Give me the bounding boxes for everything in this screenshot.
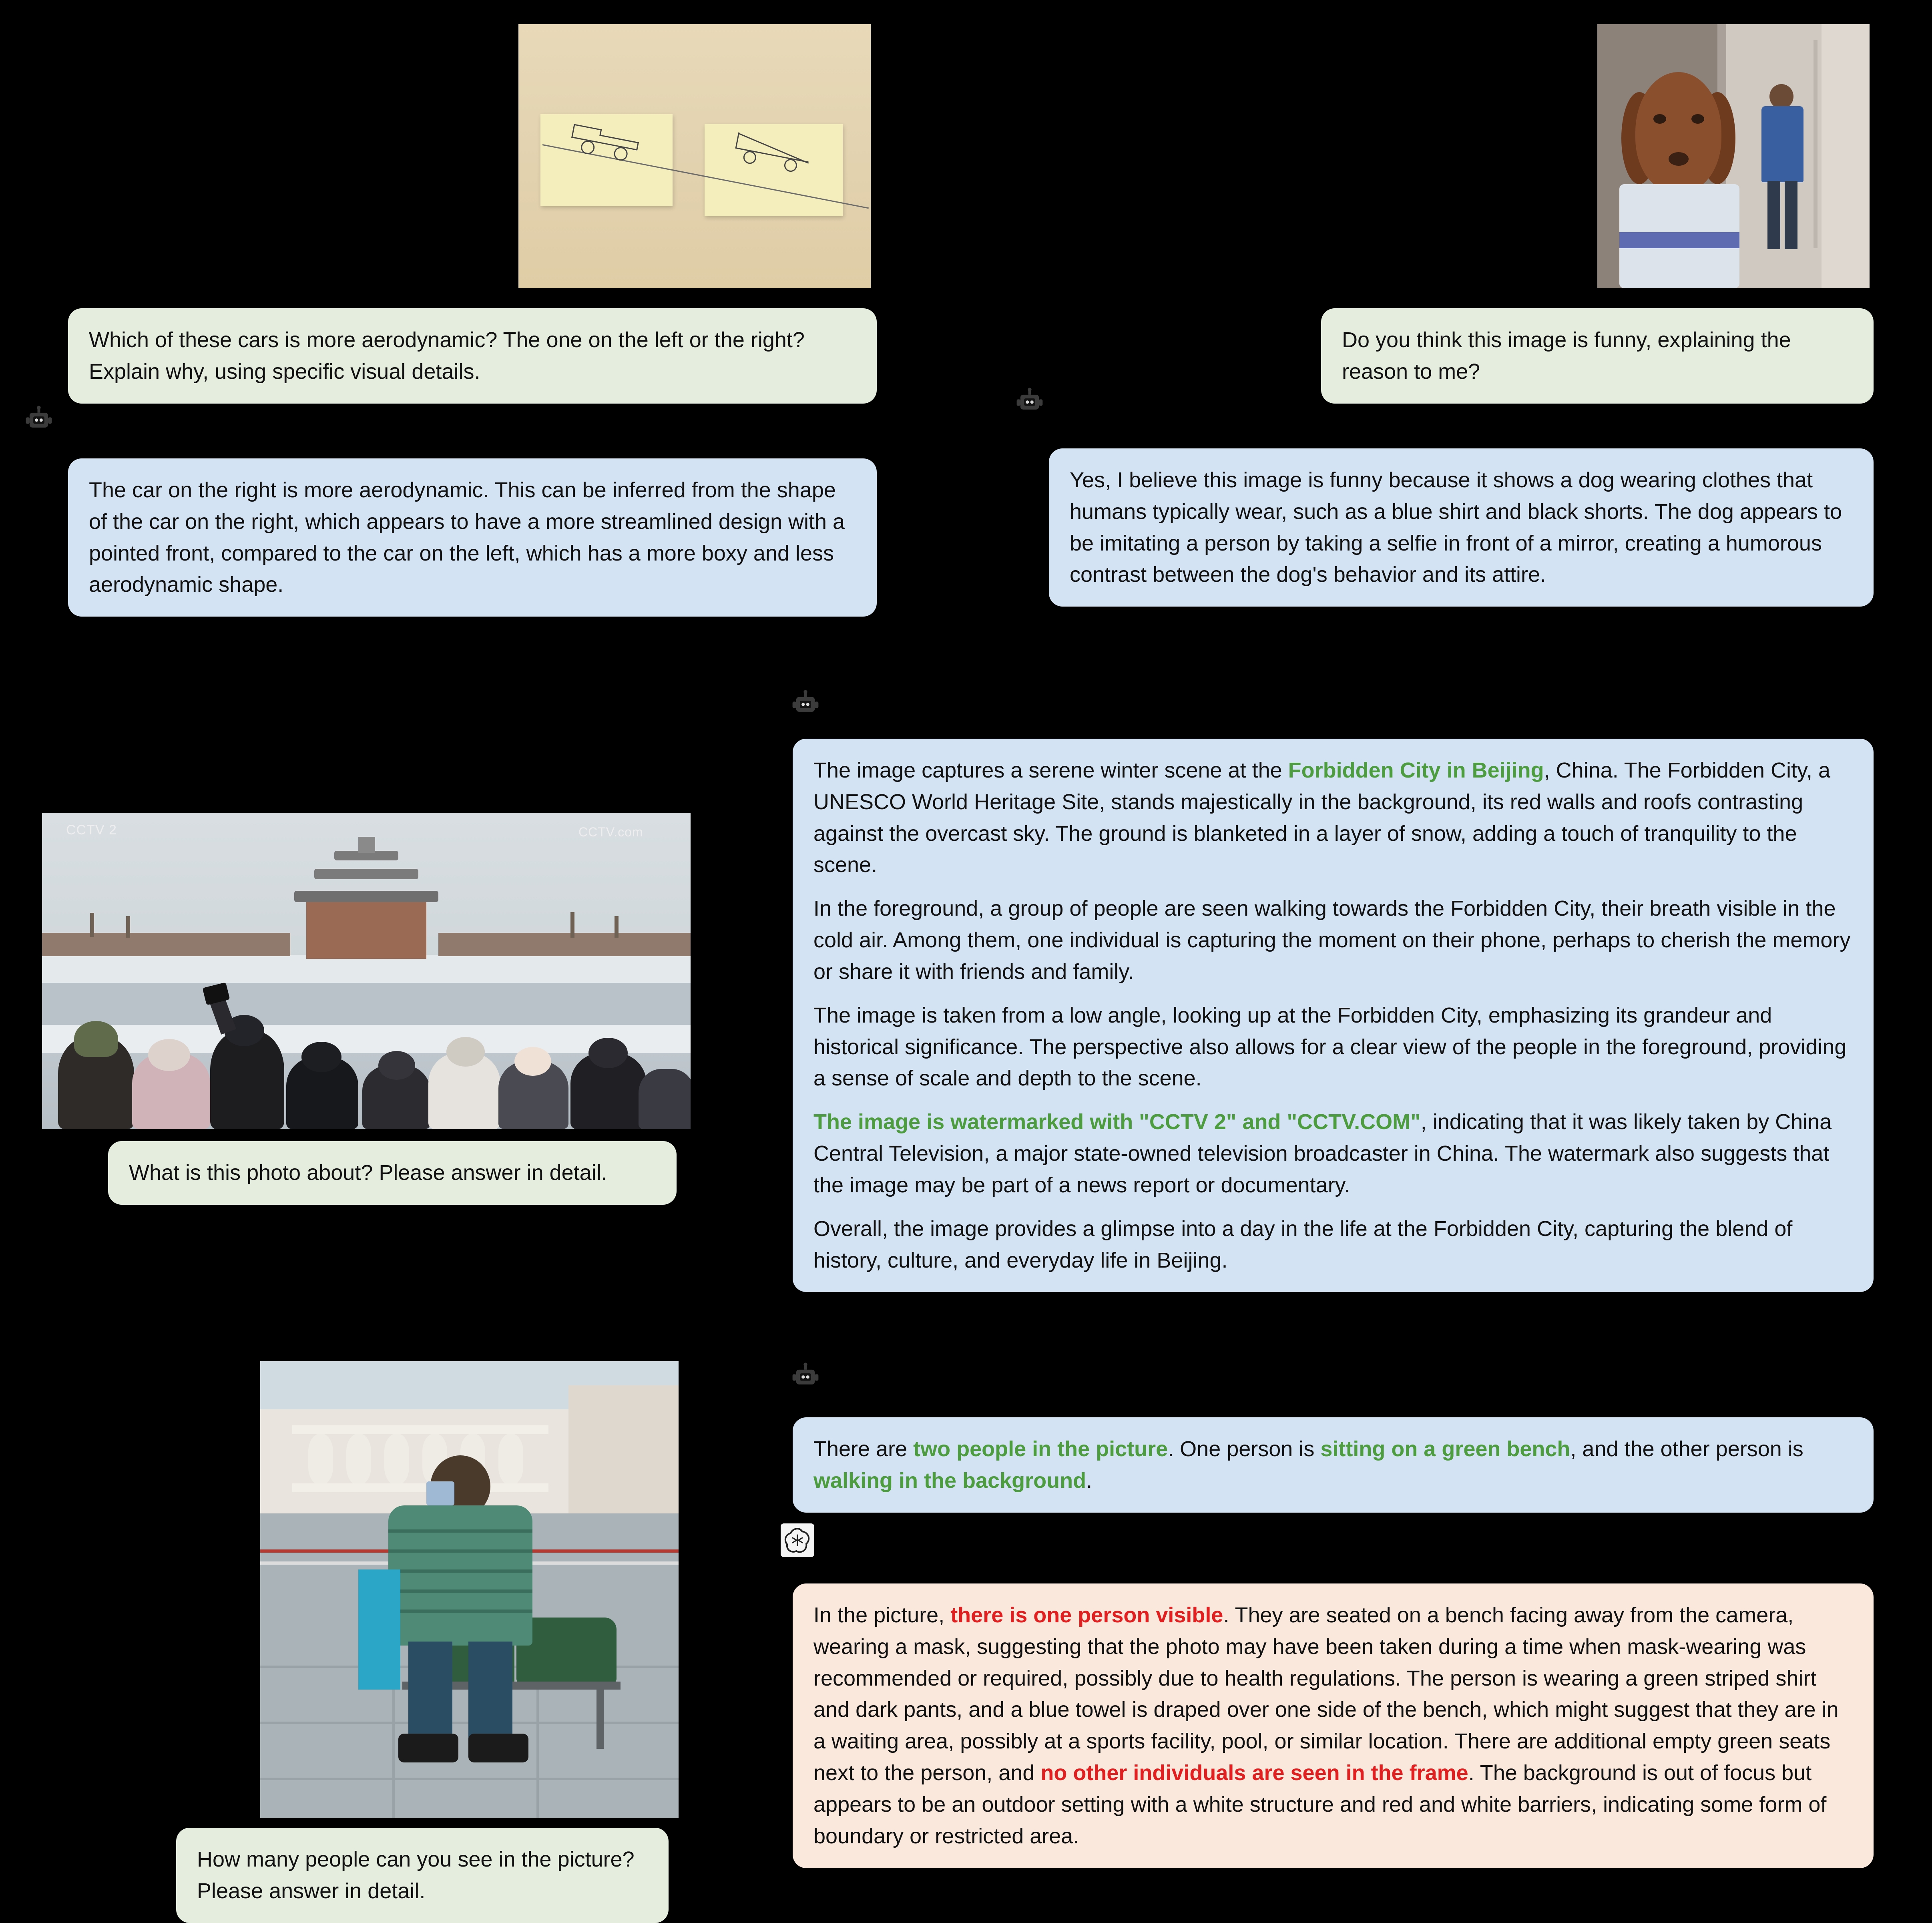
forbidden-city-answer-paragraph bbox=[813, 1000, 1853, 1094]
assistant-message-bench-count bbox=[793, 1417, 1874, 1513]
body-text: The image is taken from a low angle, looking up at the Forbidden City, emphasizing its grandeur and historical significance. The perspective also allows for a clear view of the people in the foreground, providing a sense of scale and depth to the scene. bbox=[813, 1003, 1847, 1091]
body-text: . The background is out of focus but appears to be an outdoor setting with a white structure and red and white barriers, indicating some form of boundary or restricted area. bbox=[813, 1761, 1827, 1848]
image-dog-selfie bbox=[1597, 24, 1870, 288]
assistant-message-forbidden-city bbox=[793, 739, 1874, 1292]
forbidden-city-answer-paragraph bbox=[813, 1213, 1853, 1276]
body-text: In the picture, bbox=[813, 1603, 951, 1627]
blue-towel bbox=[358, 1569, 400, 1690]
body-text: , China. The Forbidden City, a UNESCO World Heritage Site, stands majestically in the background, its red walls and roofs contrasting against the overcast sky. The ground is blanketed in a layer of snow, adding a touch of tranquility to the scene. bbox=[813, 758, 1831, 877]
body-text: In the foreground, a group of people are seen walking towards the Forbidden City, their breath visible in the cold air. Among them, one individual is capturing the moment on their phone, perhaps to cherish the memory or share it with friends and family. bbox=[813, 896, 1851, 984]
openai-logo-icon bbox=[781, 1523, 814, 1557]
body-text: , and the other person is bbox=[1570, 1437, 1803, 1461]
user-message-bench: How many people can you see in the picture? Please answer in detail. bbox=[176, 1828, 669, 1923]
assistant-message-dog: Yes, I believe this image is funny because it shows a dog wearing clothes that humans typically wear, such as a blue shirt and black shorts. The dog appears to be imitating a person by taking a selfie in front of a mirror, creating a humorous contrast between the dog's behavior and its attire. bbox=[1049, 448, 1874, 607]
highlight-green-text: The image is watermarked with "CCTV 2" and "CCTV.COM" bbox=[813, 1110, 1421, 1134]
highlight-green-text: Forbidden City in Beijing bbox=[1288, 758, 1544, 782]
image-forbidden-city bbox=[42, 813, 691, 1129]
robot-avatar-icon bbox=[791, 1361, 820, 1391]
highlight-green-text: walking in the background bbox=[813, 1468, 1086, 1493]
robot-avatar-icon bbox=[24, 404, 54, 434]
forbidden-city-answer-paragraph bbox=[813, 893, 1853, 987]
assistant-alt-message-bench-count bbox=[793, 1583, 1874, 1868]
forbidden-city-answer-paragraph bbox=[813, 755, 1853, 881]
user-message-forbidden-city: What is this photo about? Please answer in detail. bbox=[108, 1141, 677, 1205]
body-text: , indicating that it was likely taken by China Central Television, a major state-owned television broadcaster in China. The watermark also suggests that the image may be part of a news report or documentary. bbox=[813, 1110, 1832, 1197]
body-text: . bbox=[1086, 1468, 1093, 1493]
person-torso bbox=[388, 1505, 532, 1646]
user-message-dog: Do you think this image is funny, explaining the reason to me? bbox=[1321, 308, 1874, 404]
background-person-body bbox=[1761, 106, 1803, 182]
robot-avatar-icon bbox=[1015, 386, 1044, 416]
bench-alt-answer-paragraph bbox=[813, 1599, 1853, 1852]
highlight-green-text: two people in the picture bbox=[913, 1437, 1168, 1461]
dog-head bbox=[1635, 72, 1721, 192]
image-bench-person bbox=[260, 1361, 679, 1818]
watermark-cctvcom: CCTV.com bbox=[578, 825, 643, 839]
bench-answer-paragraph bbox=[813, 1433, 1853, 1497]
watermark-cctv2: CCTV 2 bbox=[66, 822, 117, 838]
background-person-head bbox=[1769, 84, 1793, 109]
body-text: There are bbox=[813, 1437, 914, 1461]
highlight-red-text: there is one person visible bbox=[950, 1603, 1223, 1627]
forbidden-city-answer-paragraph bbox=[813, 1106, 1853, 1201]
highlight-green-text: sitting on a green bench bbox=[1320, 1437, 1571, 1461]
image-car-sketches bbox=[518, 24, 871, 288]
highlight-red-text: no other individuals are seen in the frame bbox=[1040, 1761, 1468, 1785]
face-mask bbox=[426, 1481, 454, 1505]
left-shoe bbox=[398, 1734, 458, 1762]
user-message-aero: Which of these cars is more aerodynamic? The one on the left or the right? Explain why, using specific visual details. bbox=[68, 308, 877, 404]
body-text: The image captures a serene winter scene at the bbox=[813, 758, 1288, 782]
body-text: Overall, the image provides a glimpse into a day in the life at the Forbidden City, capturing the blend of history, culture, and everyday life in Beijing. bbox=[813, 1216, 1793, 1272]
right-shoe bbox=[468, 1734, 528, 1762]
body-text: . One person is bbox=[1168, 1437, 1321, 1461]
robot-avatar-icon bbox=[791, 689, 820, 718]
assistant-message-aero: The car on the right is more aerodynamic. This can be inferred from the shape of the car on the right, which appears to have a more streamlined design with a pointed front, compared to the car on the left, which has a more boxy and less aerodynamic shape. bbox=[68, 458, 877, 617]
body-text: . They are seated on a bench facing away from the camera, wearing a mask, suggesting that the photo may have been taken during a time when mask-wearing was recommended or required, possibly due to health regulations. The person is wearing a green striped shirt and dark pants, and a blue towel is draped over one side of the bench, which might suggest that they are in a waiting area, possibly at a sports facility, pool, or similar location. There are additional empty green seats next to the person, and bbox=[813, 1603, 1839, 1785]
